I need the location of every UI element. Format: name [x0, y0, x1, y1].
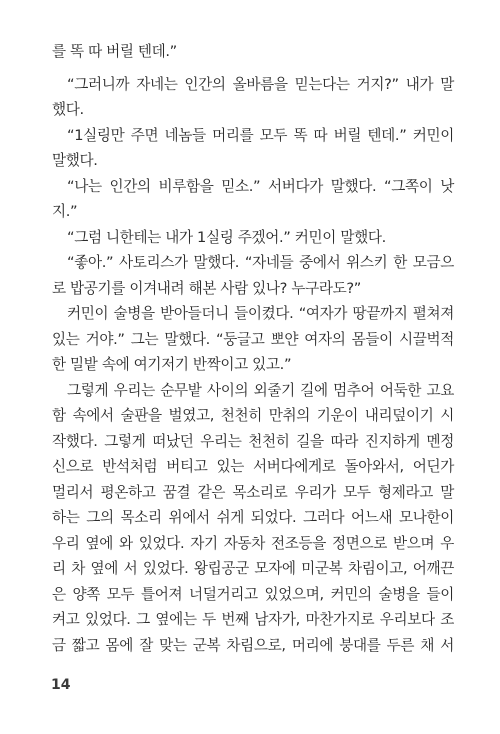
- text-line: 함 속에서 술판을 벌였고, 천천히 만취의 기운이 내리덮이기 시: [52, 407, 454, 424]
- text-line: 말했다.: [52, 152, 98, 169]
- text-line: 있는 거야.” 그는 말했다. “둥글고 뽀얀 여자의 몸들이 시끌벅적: [52, 331, 454, 348]
- text-line: 금 짧고 몸에 잘 맞는 군복 차림으로, 머리에 붕대를 두른 채 서: [52, 637, 454, 654]
- text-line: “그러니까 자네는 인간의 올바름을 믿는다는 거지?” 내가 말: [67, 76, 454, 93]
- text-line: 켜고 있었다. 그 옆에는 두 번째 남자가, 마찬가지로 우리보다 조: [52, 611, 454, 628]
- text-line: 한 밀밭 속에 여기저기 반짝이고 있고.”: [52, 356, 292, 373]
- text-line: 를 똑 따 버릴 텐데.”: [52, 43, 177, 60]
- text-line: 하는 그의 목소리 위에서 쉬게 되었다. 그러다 어느새 모나한이: [52, 509, 454, 526]
- text-line: “좋아.” 사토리스가 말했다. “자네들 중에서 위스키 한 모금으: [67, 254, 454, 271]
- text-line: 작했다. 그렇게 떠났던 우리는 천천히 길을 따라 진지하게 멘정: [52, 433, 454, 450]
- text-line: 은 양쪽 모두 틀어져 너덜거리고 있었으며, 커민의 술병을 들이: [52, 586, 454, 603]
- text-line: 지.”: [52, 203, 78, 220]
- text-line: “그럼 니한테는 내가 1실링 주겠어.” 커민이 말했다.: [67, 229, 386, 246]
- text-line: 우리 옆에 와 있었다. 자기 자동차 전조등을 정면으로 받으며 우: [52, 535, 454, 552]
- text-line: 로 밥공기를 이겨내려 해본 사람 있나? 누구라도?”: [52, 280, 361, 297]
- text-line: 신으로 반석처럼 버티고 있는 서버다에게로 돌아와서, 어딘가: [52, 458, 454, 475]
- text-line: 그렇게 우리는 순무밭 사이의 외줄기 길에 멈추어 어둑한 고요: [67, 382, 454, 399]
- text-line: 커민이 술병을 받아들더니 들이켰다. “여자가 땅끝까지 펼쳐져: [67, 305, 454, 322]
- text-line: 멀리서 평온하고 꿈결 같은 목소리로 우리가 모두 형제라고 말: [52, 484, 454, 501]
- text-line: “1실링만 주면 네놈들 머리를 모두 똑 따 버릴 텐데.” 커민이: [67, 127, 454, 144]
- page-number: 14: [51, 677, 71, 693]
- text-line: “나는 인간의 비루함을 믿소.” 서버다가 말했다. “그쪽이 낫: [67, 178, 454, 195]
- text-line: 리 차 옆에 서 있었다. 왕립공군 모자에 미군복 차림이고, 어깨끈: [52, 560, 454, 577]
- text-line: 했다.: [52, 101, 84, 118]
